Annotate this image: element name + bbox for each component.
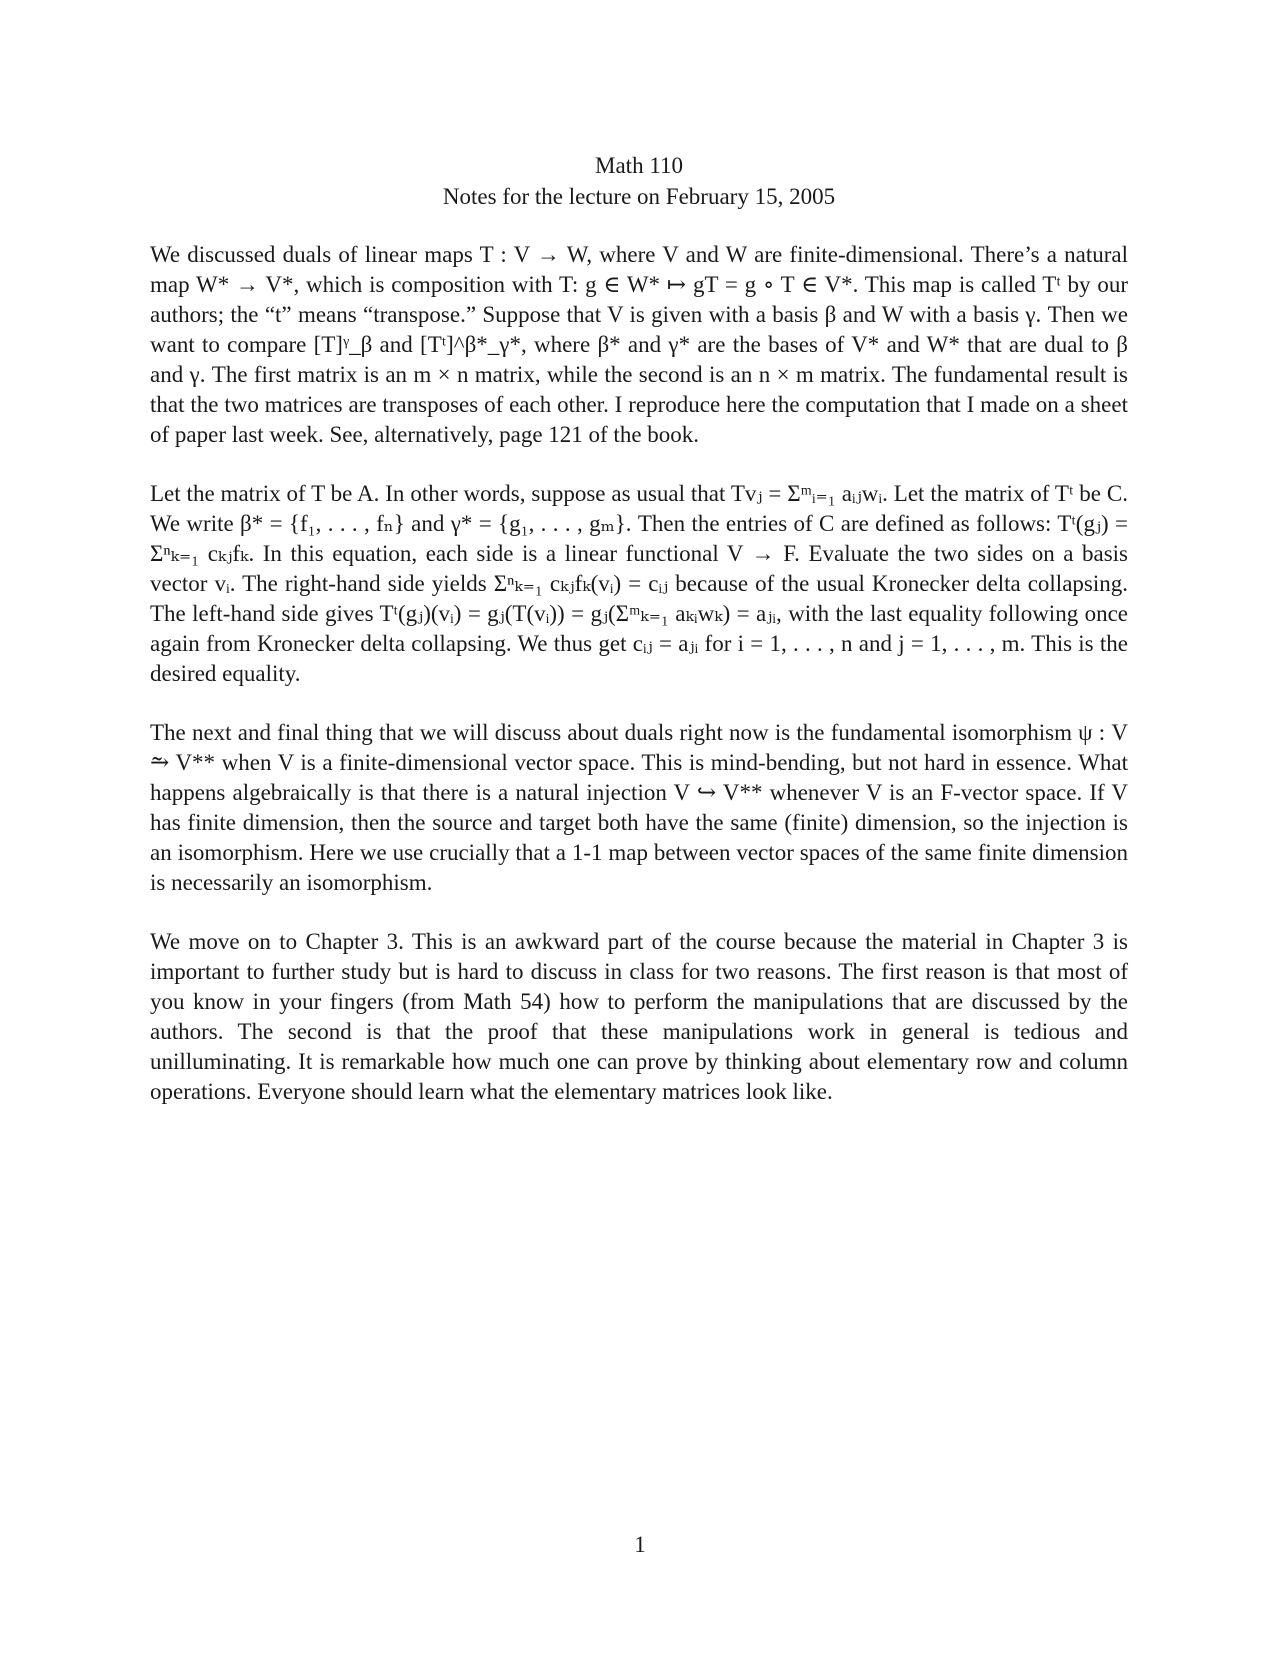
course-title: Math 110 xyxy=(595,153,683,178)
paragraph-matrix-computation: Let the matrix of T be A. In other words, suppose as usual that Tvⱼ = Σᵐᵢ₌₁ aᵢⱼwᵢ. Let the matrix of Tᵗ be C. We write β* = {f₁, . . . , fₙ} and γ* = {g₁, . . . , gₘ}. Then the entries of C are defined as follows: Tᵗ(gⱼ) = Σⁿₖ₌₁ cₖⱼfₖ. In this equation, each side is a linear functional V → F. Evaluate the two sides on a basis vector vᵢ. The right-hand side yields Σⁿₖ₌₁ cₖⱼfₖ(vᵢ) = cᵢⱼ because of the usual Kronecker delta collapsing. The left-hand side gives Tᵗ(gⱼ)(vᵢ) = gⱼ(T(vᵢ)) = gⱼ(Σᵐₖ₌₁ aₖᵢwₖ) = aⱼᵢ, with the last equality following once again from Kronecker delta collapsing. We thus get cᵢⱼ = aⱼᵢ for i = 1, . . . , n and j = 1, . . . , m. This is the desired equality. xyxy=(150,481,1128,686)
paragraph-double-dual-isomorphism: The next and final thing that we will discuss about duals right now is the fundamental isomorphism ψ : V ⥲ V** when V is a finite-dimensional vector space. This is mind-bending, but not hard in essence. What happens algebraically is that there is a natural injection V ↪ V** whenever V is an F-vector space. If V has finite dimension, then the source and target both have the same (finite) dimension, so the injection is an isomorphism. Here we use crucially that a 1-1 map between vector spaces of the same finite dimension is necessarily an isomorphism. xyxy=(150,720,1128,895)
page-number: 1 xyxy=(634,1532,646,1557)
title-block xyxy=(150,150,1128,212)
paragraph-chapter-3: We move on to Chapter 3. This is an awkward part of the course because the material in Chapter 3 is important to further study but is hard to discuss in class for two reasons. The first reason is that most of you know in your fingers (from Math 54) how to perform the manipulations that are discussed by the authors. The second is that the proof that these manipulations work in general is tedious and unilluminating. It is remarkable how much one can prove by thinking about elementary row and column operations. Everyone should learn what the elementary matrices look like. xyxy=(150,929,1128,1104)
lecture-subtitle: Notes for the lecture on February 15, 2005 xyxy=(442,184,836,209)
document-page xyxy=(150,150,1128,1136)
paragraph-duals-of-linear-maps: We discussed duals of linear maps T : V → W, where V and W are finite-dimensional. There’s a natural map W* → V*, which is composition with T: g ∈ W* ↦ gT = g ∘ T ∈ V*. This map is called Tᵗ by our authors; the “t” means “transpose.” Suppose that V is given with a basis β and W with a basis γ. Then we want to compare [T]ᵞ_β and [Tᵗ]^β*_γ*, where β* and γ* are the bases of V* and W* that are dual to β and γ. The first matrix is an m × n matrix, while the second is an n × m matrix. The fundamental result is that the two matrices are transposes of each other. I reproduce here the computation that I made on a sheet of paper last week. See, alternatively, page 121 of the book. xyxy=(150,242,1128,447)
